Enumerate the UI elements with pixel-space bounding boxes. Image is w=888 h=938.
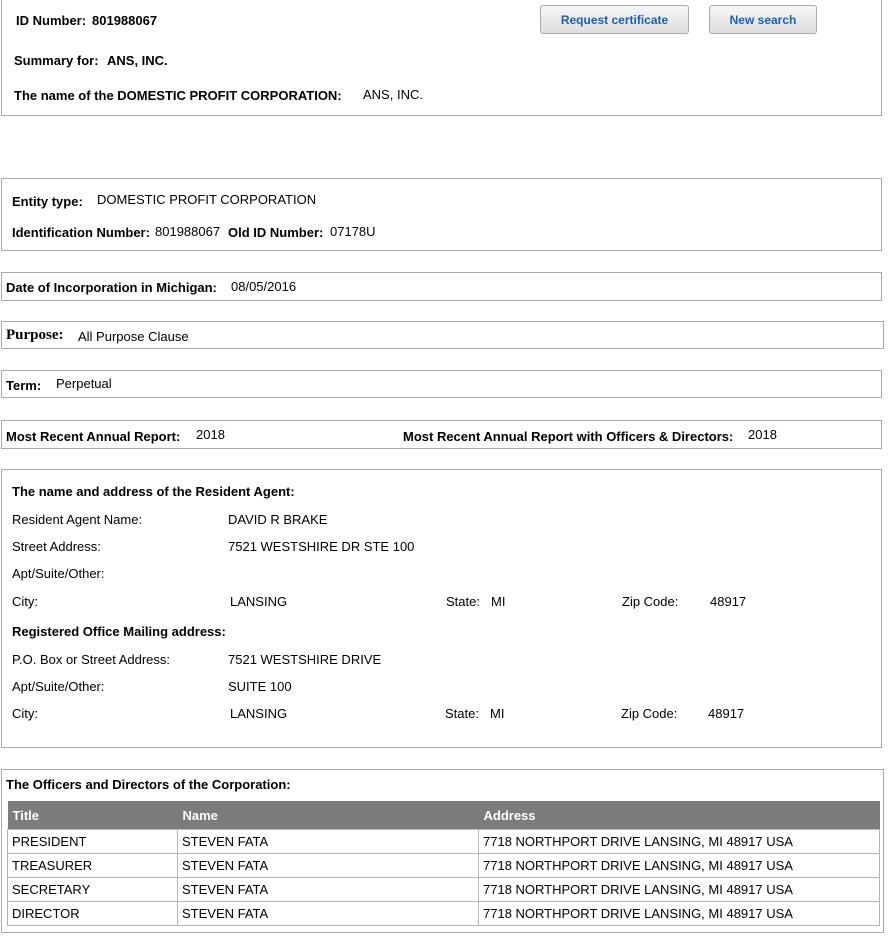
office-city-label: City: <box>12 706 38 721</box>
term-label: Term: <box>6 378 42 393</box>
po-box-value: 7521 WESTSHIRE DRIVE <box>228 652 382 667</box>
city-value: LANSING <box>230 594 288 609</box>
office-state-label: State: <box>445 706 479 721</box>
table-row <box>8 902 880 926</box>
old-id-label: Old ID Number: <box>228 225 324 240</box>
summary-value: ANS, INC. <box>107 53 168 68</box>
officer-name: STEVEN FATA <box>178 854 479 878</box>
officers-table-header <box>8 801 880 830</box>
state-label: State: <box>446 594 480 609</box>
id-number-label: ID Number: <box>16 13 87 28</box>
table-row <box>8 854 880 878</box>
summary-header <box>1 0 882 116</box>
zip-code-label: Zip Code: <box>622 594 679 609</box>
officers-table <box>7 801 880 926</box>
officers-report-value: 2018 <box>748 427 777 442</box>
office-zip-code-value: 48917 <box>708 706 745 721</box>
office-apt-suite-value: SUITE 100 <box>228 679 292 694</box>
column-header-title: Title <box>8 801 178 830</box>
state-value: MI <box>491 594 506 609</box>
officer-name: STEVEN FATA <box>178 902 479 926</box>
office-apt-suite-label: Apt/Suite/Other: <box>12 679 105 694</box>
identification-number-label: Identification Number: <box>12 225 150 240</box>
office-state-value: MI <box>490 706 505 721</box>
officer-title: SECRETARY <box>8 878 178 902</box>
summary-label: Summary for: <box>14 53 99 68</box>
officer-title: DIRECTOR <box>8 902 178 926</box>
annual-report-row <box>1 420 882 449</box>
registered-office-heading: Registered Office Mailing address: <box>12 624 226 639</box>
resident-agent-heading: The name and address of the Resident Agent: <box>12 484 295 499</box>
officer-address: 7718 NORTHPORT DRIVE LANSING, MI 48917 USA <box>479 902 880 926</box>
incorporation-date-row <box>1 272 882 301</box>
officer-title: TREASURER <box>8 854 178 878</box>
street-address-label: Street Address: <box>12 539 101 554</box>
officers-heading: The Officers and Directors of the Corporation: <box>6 777 291 792</box>
annual-report-value: 2018 <box>196 427 225 442</box>
resident-agent-name-label: Resident Agent Name: <box>12 512 143 527</box>
entity-type-label: Entity type: <box>12 194 83 209</box>
resident-agent-section <box>1 469 882 748</box>
officer-address: 7718 NORTHPORT DRIVE LANSING, MI 48917 USA <box>479 878 880 902</box>
id-number-value: 801988067 <box>92 13 158 28</box>
office-city-value: LANSING <box>230 706 288 721</box>
officer-name: STEVEN FATA <box>178 830 479 854</box>
corporation-name-label: The name of the DOMESTIC PROFIT CORPORATION: <box>14 88 342 103</box>
old-id-value: 07178U <box>330 224 376 239</box>
incorporation-date-label: Date of Incorporation in Michigan: <box>6 280 217 295</box>
column-header-name: Name <box>178 801 479 830</box>
purpose-row <box>1 321 884 349</box>
officer-name: STEVEN FATA <box>178 878 479 902</box>
term-row <box>1 370 882 398</box>
resident-agent-name-value: DAVID R BRAKE <box>228 512 328 527</box>
identification-number-value: 801988067 <box>155 224 221 239</box>
street-address-value: 7521 WESTSHIRE DR STE 100 <box>228 539 415 554</box>
po-box-label: P.O. Box or Street Address: <box>12 652 171 667</box>
purpose-label: Purpose: <box>6 327 64 343</box>
table-row <box>8 878 880 902</box>
officers-report-label: Most Recent Annual Report with Officers & Directors: <box>403 429 734 444</box>
city-label: City: <box>12 594 38 609</box>
officer-address: 7718 NORTHPORT DRIVE LANSING, MI 48917 USA <box>479 830 880 854</box>
table-row <box>8 830 880 854</box>
officer-address: 7718 NORTHPORT DRIVE LANSING, MI 48917 USA <box>479 854 880 878</box>
officer-title: PRESIDENT <box>8 830 178 854</box>
entity-type-value: DOMESTIC PROFIT CORPORATION <box>97 192 317 207</box>
apt-suite-label: Apt/Suite/Other: <box>12 566 105 581</box>
purpose-value: All Purpose Clause <box>78 329 189 344</box>
corporation-name-value: ANS, INC. <box>363 87 423 102</box>
annual-report-label: Most Recent Annual Report: <box>6 429 181 444</box>
incorporation-date-value: 08/05/2016 <box>231 279 297 294</box>
request-certificate-button[interactable]: Request certificate <box>540 5 689 34</box>
term-value: Perpetual <box>56 376 112 391</box>
zip-code-value: 48917 <box>710 594 747 609</box>
officers-section <box>1 769 884 933</box>
entity-info <box>1 178 882 251</box>
new-search-button[interactable]: New search <box>709 5 817 34</box>
office-zip-code-label: Zip Code: <box>621 706 678 721</box>
column-header-address: Address <box>479 801 880 830</box>
